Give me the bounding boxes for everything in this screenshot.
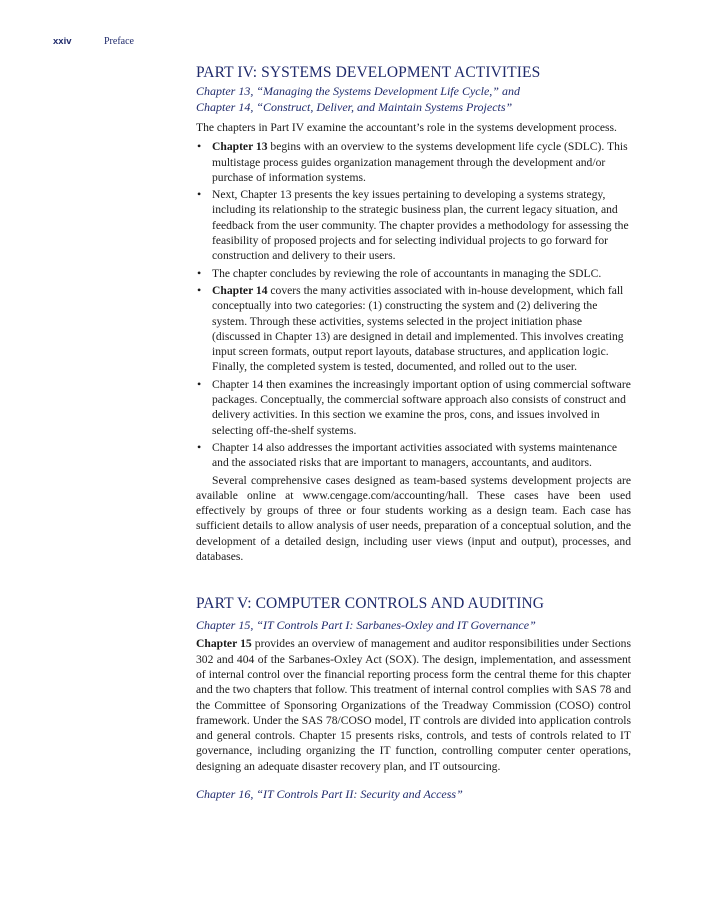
part-iv-subtitle-1: Chapter 13, “Managing the Systems Development Life Cycle,” and <box>196 84 520 98</box>
bullet-icon: • <box>197 282 202 297</box>
bullet-item <box>196 440 631 471</box>
section-spacer <box>196 564 631 594</box>
bullet-icon: • <box>197 139 202 154</box>
bullet-icon: • <box>197 439 202 454</box>
part-iv-closing-paragraph: Several comprehensive cases designed as team-based systems development projects are available online at www.cengage.com/accounting/hall. These cases have been used effectively by groups of three or four students working as a design team. Each case has sufficient details to allow analysis of user needs, preparation of a conceptual solution, and the development of a detailed design, including user views (input and output), processes, and databases. <box>196 473 631 564</box>
bullet-text: The chapter concludes by reviewing the role of accountants in managing the SDLC. <box>212 266 602 280</box>
bullet-icon: • <box>197 265 202 280</box>
bullet-lead: Chapter 13 <box>212 140 268 154</box>
page-header <box>0 36 719 50</box>
part-iv-title: PART IV: SYSTEMS DEVELOPMENT ACTIVITIES <box>196 64 541 81</box>
part-v-subtitle-1: Chapter 15, “IT Controls Part I: Sarbanes-Oxley and IT Governance” <box>196 618 536 633</box>
part-iv-subtitle-2: Chapter 14, “Construct, Deliver, and Maintain Systems Projects” <box>196 100 513 114</box>
bullet-text: begins with an overview to the systems development life cycle (SDLC). This multistage process guides organization management through the development and/or purchase of information systems. <box>212 140 628 184</box>
part-v-body-lead: Chapter 15 <box>196 637 252 651</box>
running-head: Preface <box>104 36 134 47</box>
page-content <box>196 63 631 802</box>
bullet-item <box>196 139 631 185</box>
part-v-section <box>196 594 631 802</box>
part-v-body <box>196 636 631 774</box>
bullet-item <box>196 377 631 438</box>
part-iv-section <box>196 63 631 564</box>
bullet-icon: • <box>197 187 202 202</box>
part-v-subtitle-2: Chapter 16, “IT Controls Part II: Security and Access” <box>196 786 463 801</box>
bullet-lead: Chapter 14 <box>212 283 268 297</box>
bullet-text: covers the many activities associated with in-house development, which fall conceptually into two categories: (1) constructing the system and (2) delivering the system. Through these activities, systems selected in the project initiation phase (discussed in Chapter 13) are designed in detail and implemented. This involves creating input screen formats, output report layouts, database structures, and application logic. Finally, the completed system is tested, documented, and rolled out to the user. <box>212 283 624 374</box>
part-v-title: PART V: COMPUTER CONTROLS AND AUDITING <box>196 595 545 613</box>
bullet-icon: • <box>197 376 202 391</box>
bullet-item <box>196 266 631 281</box>
bullet-text: Chapter 14 then examines the increasingly important option of using commercial software packages. Conceptually, the commercial software approach also consists of construct and delivery activities. In this section we examine the pros, cons, and issues involved in selecting off-the-shelf systems. <box>212 377 631 437</box>
part-iv-bullet-list <box>196 139 631 470</box>
page-number: xxiv <box>53 36 72 47</box>
bullet-text: Next, Chapter 13 presents the key issues pertaining to developing a systems strategy, including its relationship to the strategic business plan, the current legacy situation, and feedback from the user community. The chapter provides a methodology for assessing the feasibility of proposed projects and for selecting individual projects to go forward for construction and delivery to their users. <box>212 188 629 263</box>
bullet-item <box>196 283 631 375</box>
bullet-text: Chapter 14 also addresses the important activities associated with systems maintenance and the associated risks that are important to managers, accountants, and auditors. <box>212 440 618 470</box>
part-iv-intro: The chapters in Part IV examine the accountant’s role in the systems development process. <box>196 121 617 134</box>
part-v-body-text: provides an overview of management and auditor responsibilities under Sections 302 and 404 of the Sarbanes-Oxley Act (SOX). The design, implementation, and assessment of internal control over the financial reporting process form the central theme for this chapter and the two chapters that follow. This treatment of internal control complies with SAS 78 and the Committee of Sponsoring Organizations of the Treadway Commission (COSO) control framework. Under the SAS 78/COSO model, IT controls are divided into application controls and general controls. Chapter 15 presents risks, controls, and tests of controls related to IT governance, including organizing the IT function, controlling computer center operations, designing an adequate disaster recovery plan, and IT outsourcing. <box>196 637 631 773</box>
bullet-item <box>196 187 631 263</box>
